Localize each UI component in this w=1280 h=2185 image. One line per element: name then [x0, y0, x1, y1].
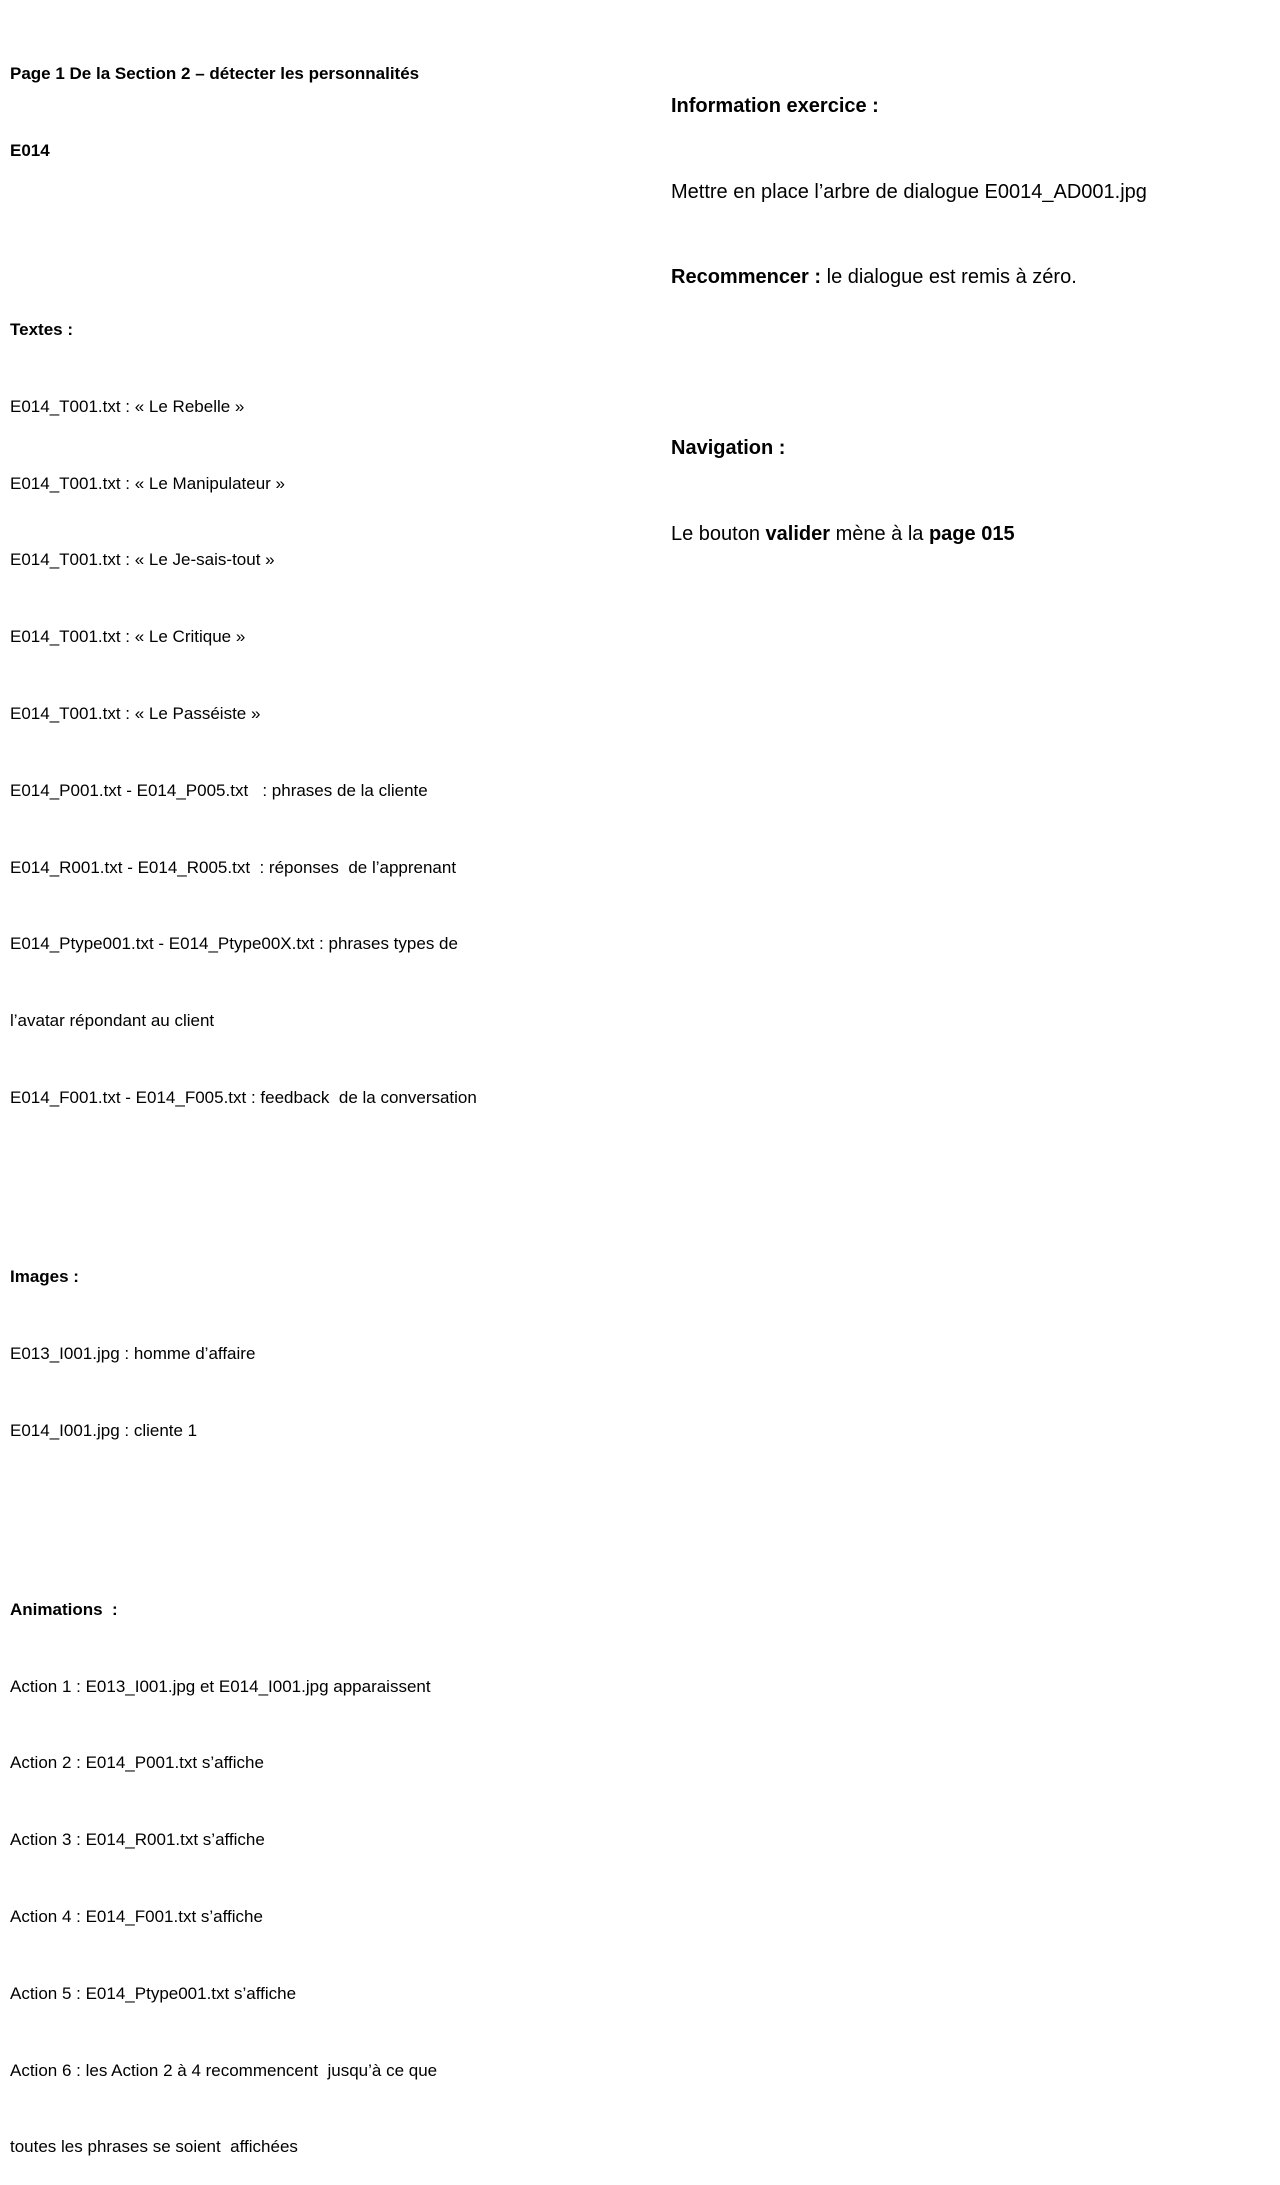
- animations-heading: Animations :: [10, 1599, 118, 1619]
- nav-middle: mène à la: [830, 522, 929, 545]
- spacer: [10, 1494, 630, 1520]
- textes-heading: Textes :: [10, 320, 73, 340]
- left-column: [10, 10, 630, 2185]
- spacer: [10, 1162, 630, 1188]
- animation-line: Action 5 : E014_Ptype001.txt s’affiche: [10, 1983, 297, 2003]
- restart-label: Recommencer :: [671, 266, 822, 288]
- page-title: Page 1 De la Section 2 – détecter les personnalités: [10, 64, 420, 84]
- animation-line: Action 3 : E014_R001.txt s’affiche: [10, 1830, 265, 1850]
- texte-line: E014_T001.txt : « Le Passéiste »: [10, 704, 261, 724]
- navigation-line: [671, 520, 1271, 549]
- texte-line: E014_P001.txt - E014_P005.txt : phrases de la cliente: [10, 780, 428, 800]
- texte-line: E014_Ptype001.txt - E014_Ptype00X.txt : phrases types de: [10, 934, 458, 954]
- right-column: [671, 35, 1271, 577]
- nav-prefix: Le bouton: [671, 522, 766, 545]
- texte-line: E014_F001.txt - E014_F005.txt : feedback de la conversation: [10, 1087, 477, 1107]
- texte-line: E014_R001.txt - E014_R005.txt : réponses de l’apprenant: [10, 857, 457, 877]
- spacer: [10, 215, 630, 241]
- texte-line: E014_T001.txt : « Le Manipulateur »: [10, 473, 286, 493]
- restart-line: [671, 263, 1271, 292]
- nav-button-name: valider: [765, 522, 831, 545]
- animation-line: Action 6 : les Action 2 à 4 recommencent jusqu’à ce que: [10, 2060, 438, 2080]
- texte-line: E014_T001.txt : « Le Critique »: [10, 627, 246, 647]
- animation-line: Action 4 : E014_F001.txt s’affiche: [10, 1906, 263, 1926]
- animation-line: Action 1 : E013_I001.jpg et E014_I001.jpg apparaissent: [10, 1676, 431, 1696]
- nav-page: page 015: [928, 522, 1015, 545]
- info-heading: Information exercice :: [671, 95, 879, 117]
- texte-line: E014_T001.txt : « Le Rebelle »: [10, 396, 245, 416]
- navigation-heading: Navigation :: [671, 437, 786, 459]
- texte-line: l’avatar répondant au client: [10, 1011, 215, 1031]
- image-line: E014_I001.jpg : cliente 1: [10, 1420, 198, 1440]
- page-code: E014: [10, 140, 50, 160]
- animation-line: Action 2 : E014_P001.txt s’affiche: [10, 1753, 264, 1773]
- info-line: Mettre en place l’arbre de dialogue E0014_AD001.jpg: [671, 180, 1147, 203]
- images-heading: Images :: [10, 1267, 79, 1287]
- restart-text: le dialogue est remis à zéro.: [821, 266, 1077, 288]
- spacer: [671, 349, 1271, 378]
- animation-line: toutes les phrases se soient affichées: [10, 2137, 298, 2157]
- texte-line: E014_T001.txt : « Le Je-sais-tout »: [10, 550, 275, 570]
- image-line: E013_I001.jpg : homme d’affaire: [10, 1343, 256, 1363]
